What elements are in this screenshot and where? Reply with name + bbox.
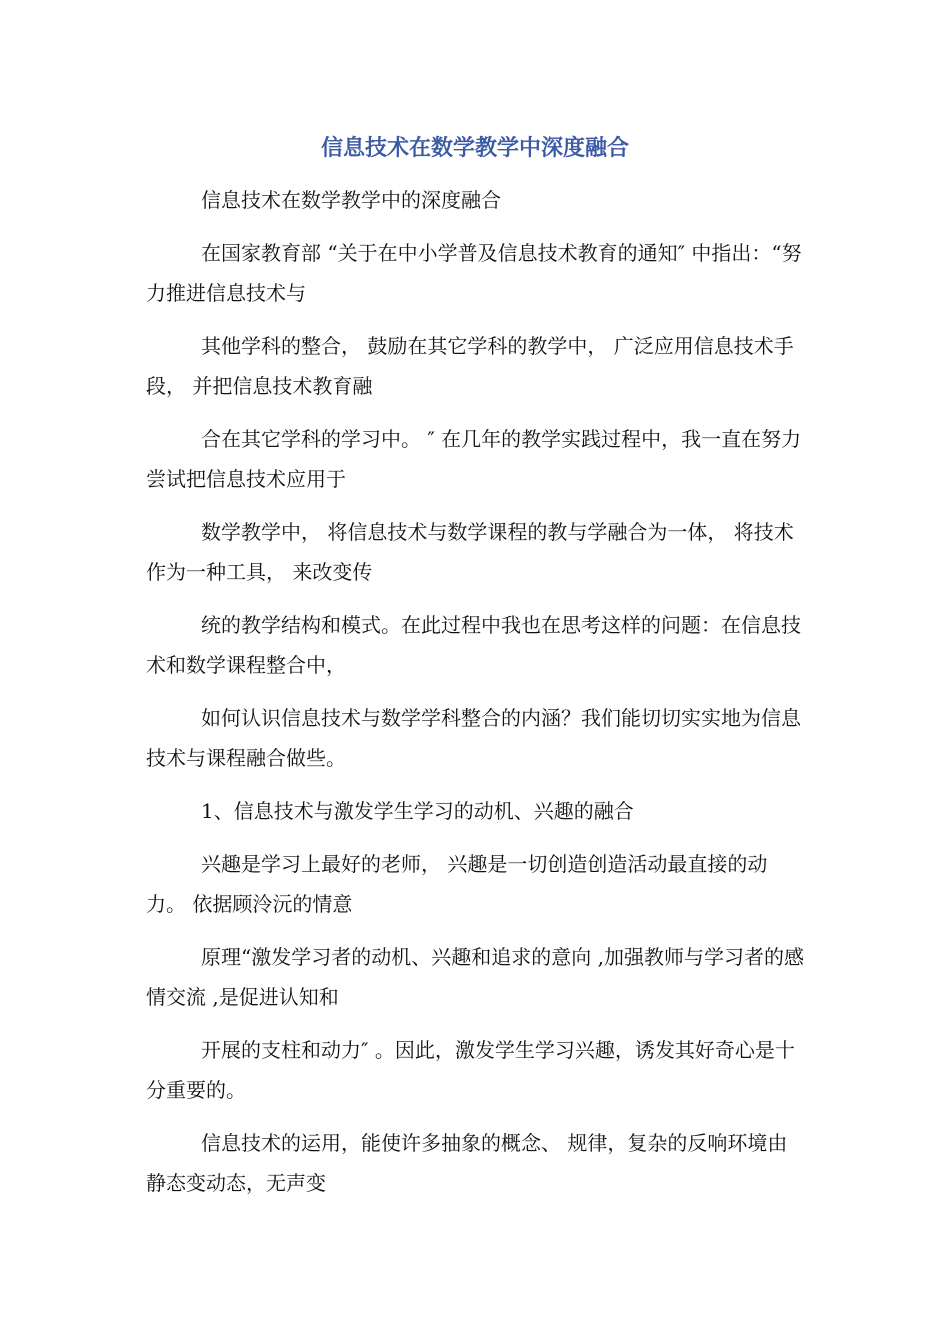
- paragraph: 其他学科的整合， 鼓励在其它学科的教学中， 广泛应用信息技术手段， 并把信息技术教育融: [146, 334, 794, 398]
- paragraph: 数学教学中， 将信息技术与数学课程的教与学融合为一体， 将技术作为一种工具， 来改变传: [146, 520, 794, 584]
- document-body: [146, 180, 806, 1216]
- paragraph: 信息技术的运用，能使许多抽象的概念、 规律，复杂的反响环境由静态变动态，无声变: [146, 1131, 788, 1195]
- paragraph: 兴趣是学习上最好的老师， 兴趣是一切创造创造活动最直接的动力。 依据顾泠沅的情意: [146, 852, 768, 916]
- paragraph: 在国家教育部 “关于在中小学普及信息技术教育的通知″ 中指出：“努力推进信息技术与: [146, 241, 802, 305]
- paragraph: 原理“激发学习者的动机、兴趣和追求的意向 ,加强教师与学习者的感情交流 ,是促进认知和: [146, 945, 804, 1009]
- paragraph: 1、信息技术与激发学生学习的动机、兴趣的融合: [201, 799, 634, 823]
- paragraph: 开展的支柱和动力″ 。因此，激发学生学习兴趣，诱发其好奇心是十分重要的。: [146, 1038, 795, 1102]
- paragraph: 信息技术在数学教学中的深度融合: [201, 188, 501, 212]
- document-title: 信息技术在数学教学中深度融合: [320, 136, 629, 161]
- paragraph: 如何认识信息技术与数学学科整合的内涵？我们能切切实实地为信息技术与课程融合做些。: [146, 706, 801, 770]
- paragraph: 统的教学结构和模式。在此过程中我也在思考这样的问题：在信息技术和数学课程整合中，: [146, 613, 801, 677]
- paragraph: 合在其它学科的学习中。 ″ 在几年的教学实践过程中，我一直在努力尝试把信息技术应用于: [146, 427, 802, 491]
